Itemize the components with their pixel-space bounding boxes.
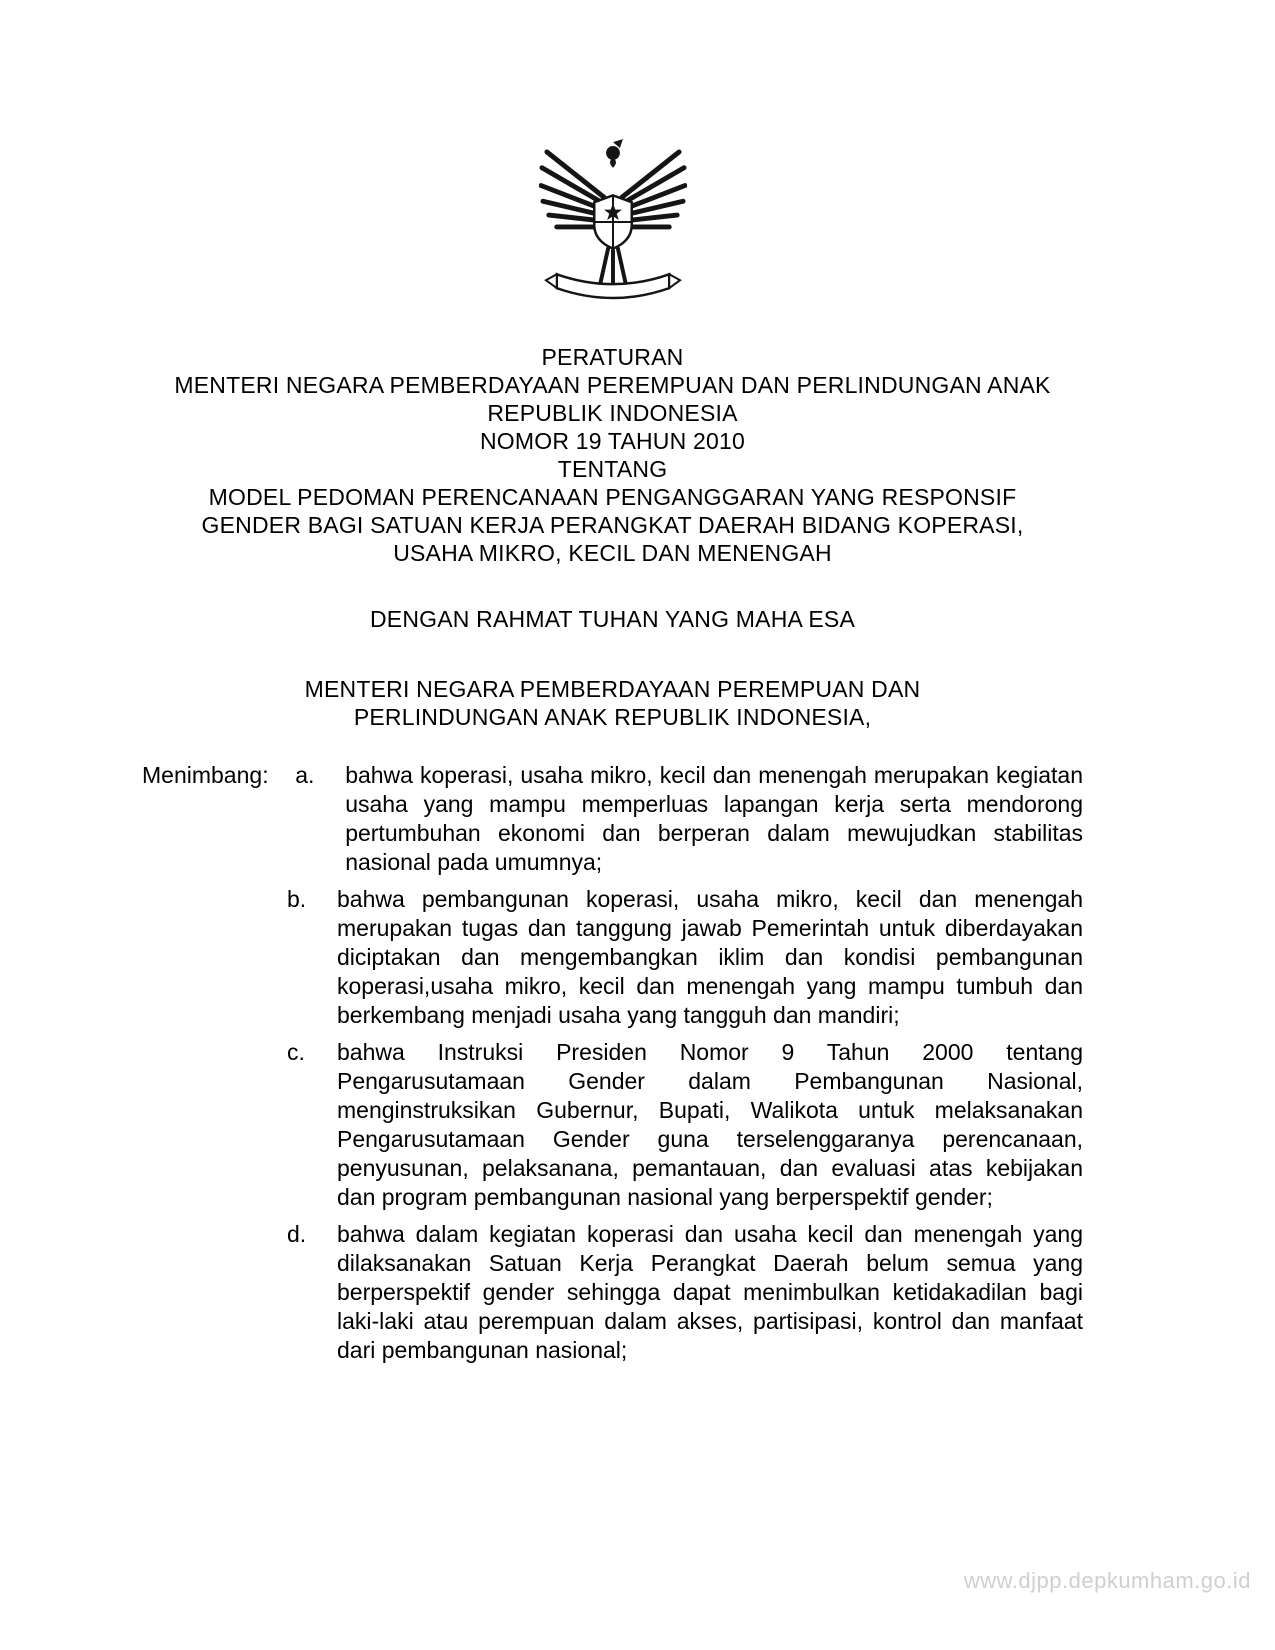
title-line: MODEL PEDOMAN PERENCANAAN PENGANGGARAN YANG RESPONSIF (208, 484, 1017, 510)
menimbang-label: Menimbang (142, 762, 263, 788)
menimbang-colon: : (262, 762, 269, 788)
menimbang-item-text: bahwa koperasi, usaha mikro, kecil dan menengah merupakan kegiatan usaha yang mampu memperluas lapangan kerja serta mendorong pertumbuhan ekonomi dan berperan dalam mewujudkan stabilitas nasional pada umumnya; (345, 762, 1083, 875)
menimbang-item-letter: b. (287, 886, 307, 912)
emblem-container (142, 138, 1083, 311)
watermark-url: www.djpp.depkumham.go.id (963, 1568, 1251, 1593)
authority-line: PERLINDUNGAN ANAK REPUBLIK INDONESIA, (353, 704, 872, 730)
menimbang-item-text: bahwa dalam kegiatan koperasi dan usaha kecil dan menengah yang dilaksanakan Satuan Kerja Perangkat Daerah belum semua yang berperspektif gender sehingga dapat menimbulkan ketidakadilan bagi laki-laki atau perempuan dalam akses, partisipasi, kontrol dan manfaat dari pembangunan nasional; (337, 1221, 1083, 1363)
invocation (142, 605, 1083, 633)
title-line: REPUBLIK INDONESIA (487, 400, 738, 426)
issuing-authority (142, 675, 1083, 731)
menimbang-item (142, 1220, 1083, 1365)
garuda-pancasila-emblem-icon (539, 138, 687, 311)
authority-line: MENTERI NEGARA PEMBERDAYAAN PEREMPUAN DAN (304, 676, 921, 702)
menimbang-item (142, 1038, 1083, 1212)
menimbang-item-letter: d. (287, 1221, 307, 1247)
menimbang-item-text: bahwa Instruksi Presiden Nomor 9 Tahun 2000 tentang Pengarusutamaan Gender dalam Pembangunan Nasional, menginstruksikan Gubernur, Bupati, Walikota untuk melaksanakan Pengarusutamaan Gender guna terselenggaranya perencanaan, penyusunan, pelaksanana, pemantauan, dan evaluasi atas kebijakan dan program pembangunan nasional yang berperspektif gender; (337, 1039, 1083, 1210)
menimbang-item-letter: a. (295, 762, 315, 788)
title-line: NOMOR 19 TAHUN 2010 (480, 428, 745, 454)
regulation-title (142, 343, 1083, 567)
menimbang-section (142, 761, 1083, 1365)
menimbang-item (142, 761, 1083, 877)
title-line: MENTERI NEGARA PEMBERDAYAAN PEREMPUAN DAN PERLINDUNGAN ANAK (174, 372, 1051, 398)
title-line: TENTANG (557, 456, 668, 482)
menimbang-item (142, 885, 1083, 1030)
title-line: PERATURAN (541, 344, 684, 370)
menimbang-item-text: bahwa pembangunan koperasi, usaha mikro, kecil dan menengah merupakan tugas dan tanggung jawab Pemerintah untuk diberdayakan diciptakan dan mengembangkan iklim dan kondisi pembangunan koperasi,usaha mikro, kecil dan menengah yang mampu tumbuh dan berkembang menjadi usaha yang tangguh dan mandiri; (337, 886, 1083, 1028)
invocation-line: DENGAN RAHMAT TUHAN YANG MAHA ESA (369, 606, 855, 632)
title-line: USAHA MIKRO, KECIL DAN MENENGAH (393, 540, 832, 566)
menimbang-item-letter: c. (287, 1039, 305, 1065)
title-line: GENDER BAGI SATUAN KERJA PERANGKAT DAERAH BIDANG KOPERASI, (201, 512, 1024, 538)
